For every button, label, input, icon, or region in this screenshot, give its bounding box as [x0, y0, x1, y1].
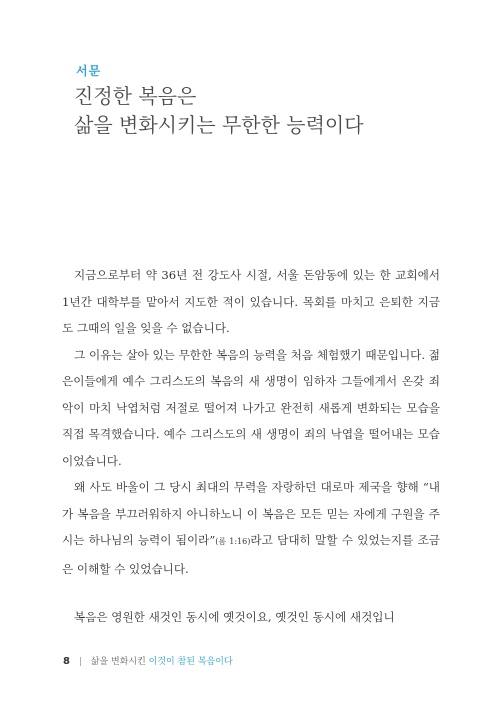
- body-text: [62, 262, 440, 631]
- title-line-2: 삶을 변화시키는 무한한 능력이다: [74, 113, 364, 137]
- paragraph-3-text: 왜 사도 바울이 그 당시 최대의 무력을 자랑하던 대로마 제국을 향해 “내가 복음을 부끄러워하지 아니하노니 이 복음은 모든 믿는 자에게 구원을 주시는 하나님의 능력이 됨이라”: [62, 480, 440, 547]
- page-title: [74, 82, 474, 140]
- book-title: 삶을 변화시킨: [90, 657, 146, 667]
- paragraph-2: 그 이유는 살아 있는 무한한 복음의 능력을 처음 체험했기 때문입니다. 젊은이들에게 예수 그리스도의 복음의 새 생명이 임하자 그들에게서 온갖 죄악이 마치 낙엽처럼 저절로 떨어져 나가고 완전히 새롭게 변화되는 모습을 직접 목격했습니다. 예수 그리스도의 새 생명이 죄의 낙엽을 떨어내는 모습이었습니다.: [62, 347, 440, 468]
- section-label: 서문: [76, 64, 102, 78]
- paragraph-3: [62, 474, 440, 582]
- book-title-accent: 이것이 참된 복음이다: [148, 657, 233, 667]
- page-number: 8: [63, 656, 70, 667]
- footer-separator: |: [78, 657, 82, 667]
- scripture-reference: (롬 1:16): [215, 537, 251, 546]
- paragraph-3-text-end: 라고 담대히 말할 수 있었는지를 조금은 이해할 수 있었습니다.: [62, 533, 440, 576]
- paragraph-4: 복음은 영원한 새것인 동시에 옛것이요, 옛것인 동시에 새것입니: [74, 610, 395, 624]
- page-footer: [63, 654, 233, 667]
- title-line-1: 진정한 복음은: [74, 84, 197, 108]
- paragraph-1: 지금으로부터 약 36년 전 강도사 시절, 서울 돈암동에 있는 한 교회에서 1년간 대학부를 맡아서 지도한 적이 있습니다. 목회를 마치고 은퇴한 지금도 그때의 일을 잊을 수 없습니다.: [62, 268, 440, 335]
